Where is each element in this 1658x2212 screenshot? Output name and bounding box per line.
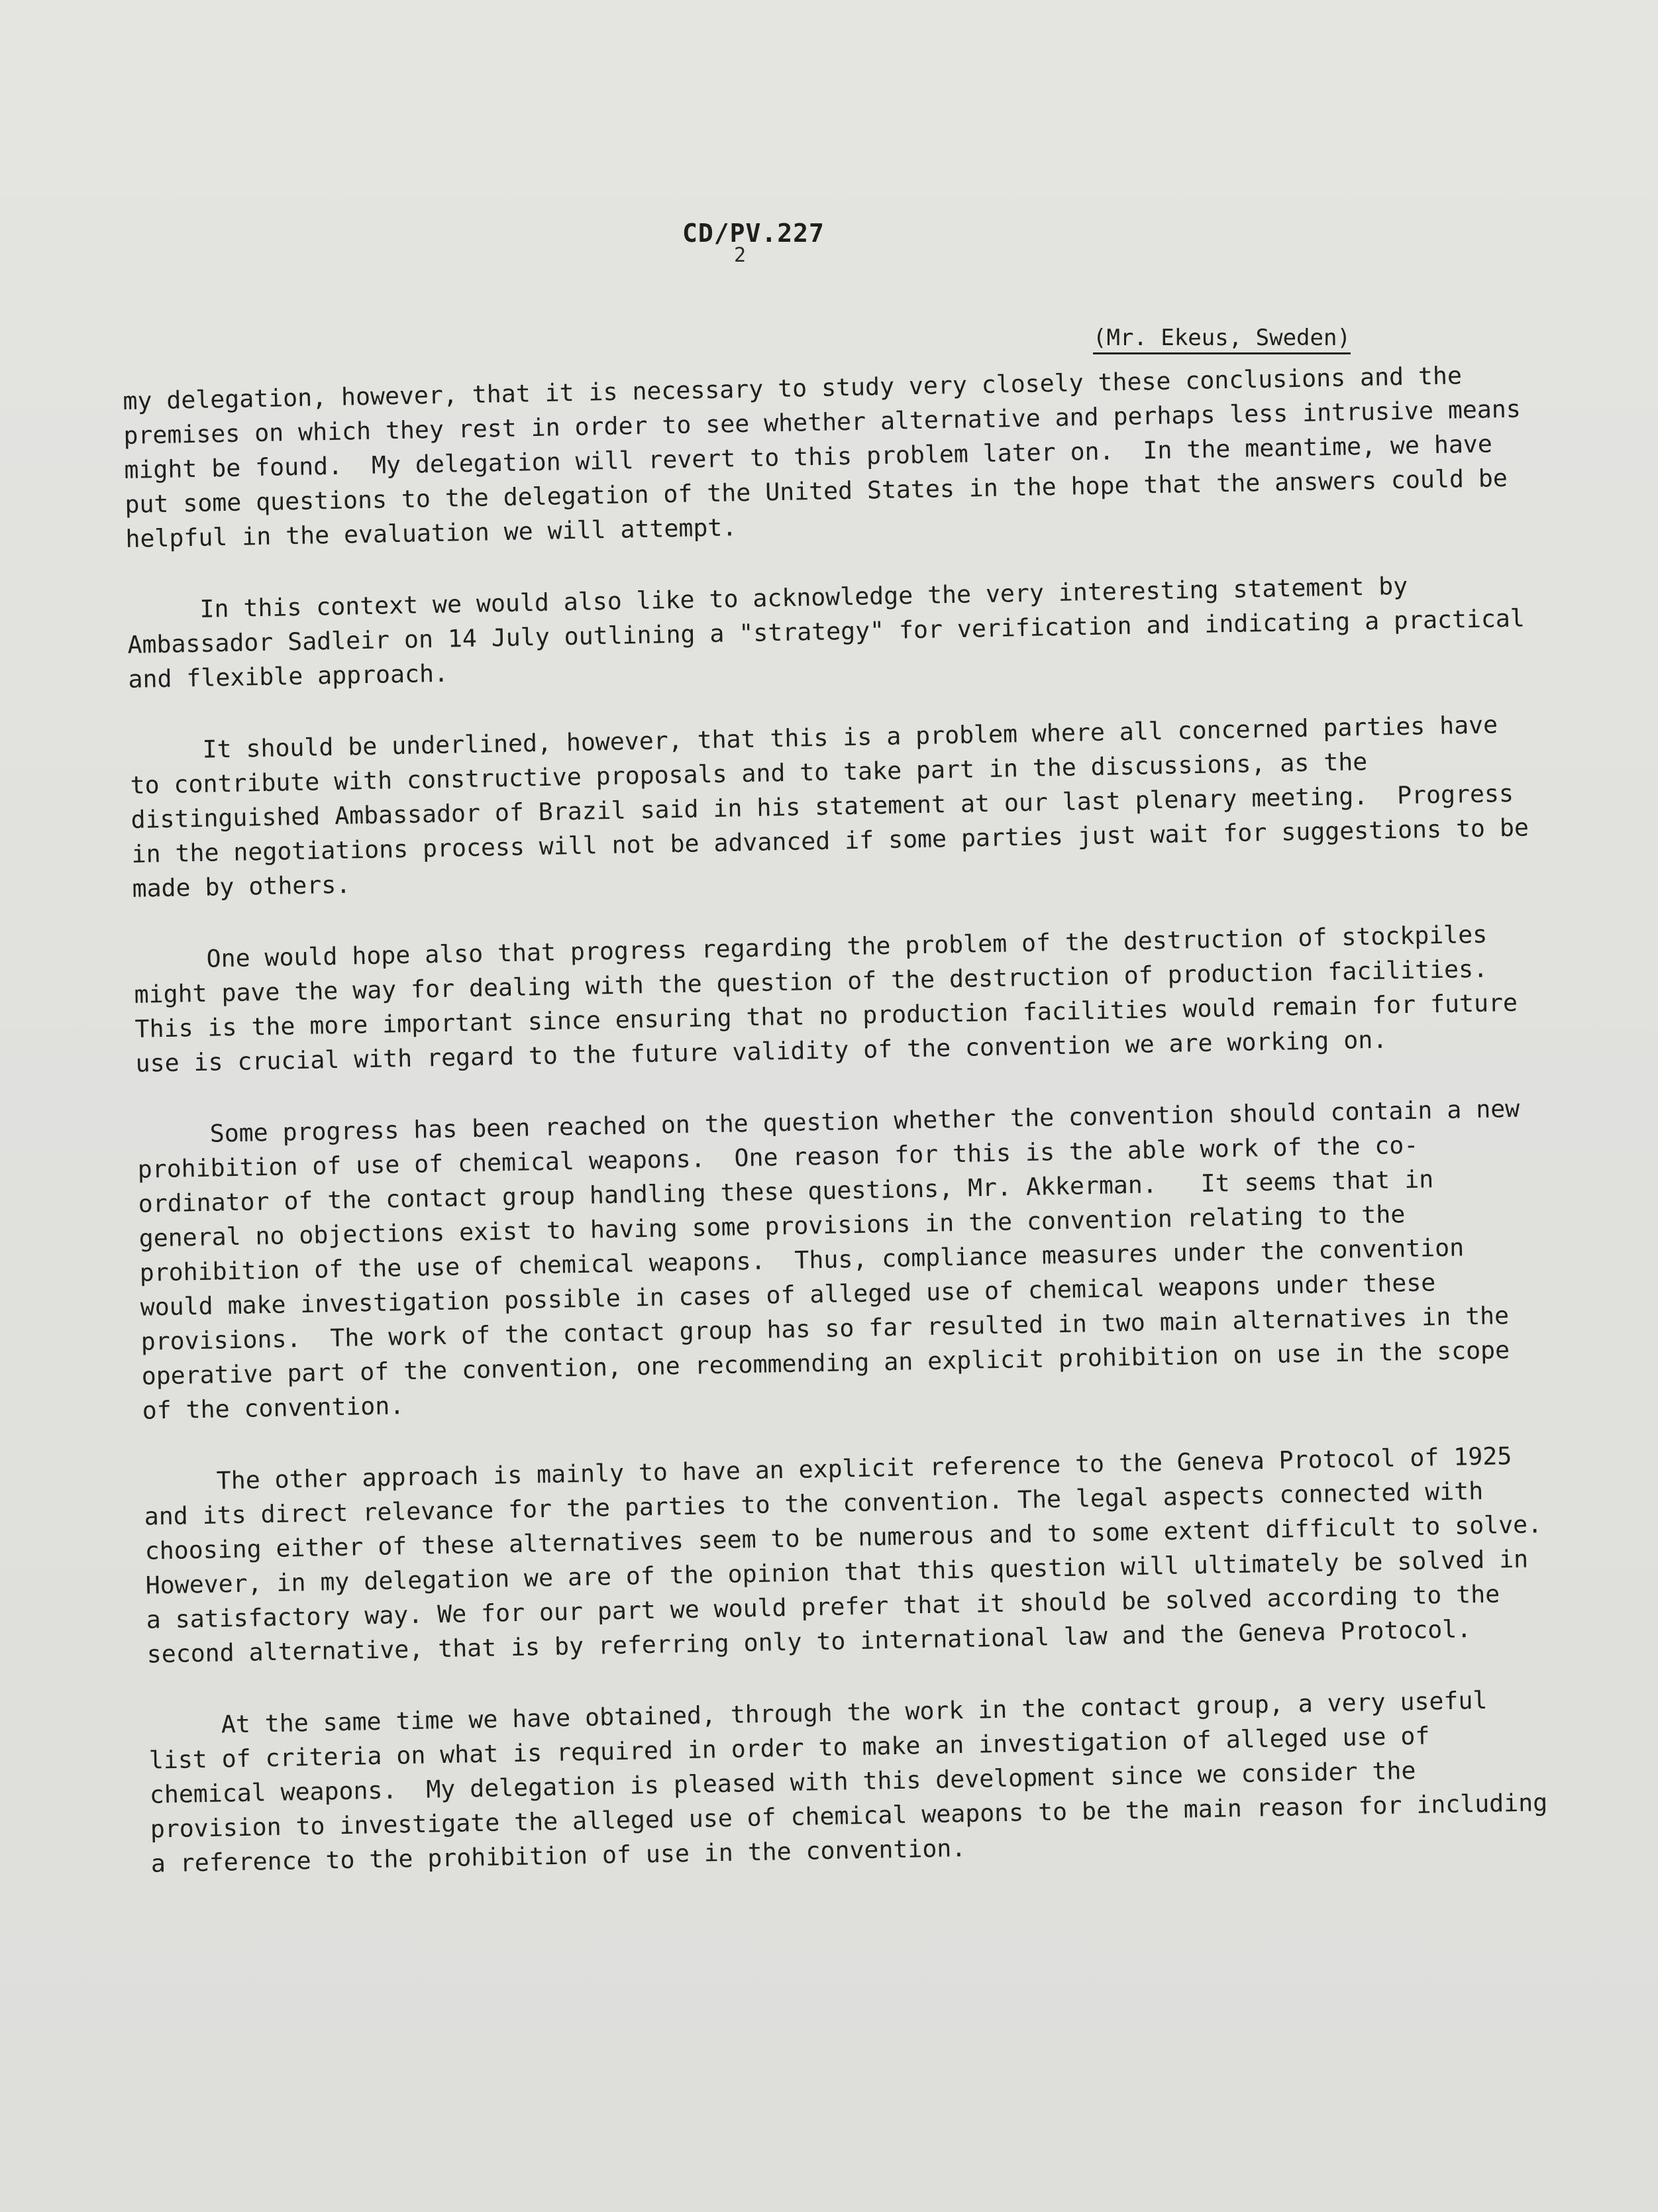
- paragraph: One would hope also that progress regarding the problem of the destruction of stockpiles might pave the way for dealing with the question of the destruction of production facilities. This is the more important since ensuring that no production facilities would remain for future use is crucial with regard to the future validity of the convention we are working on.: [134, 920, 1533, 1078]
- paragraph-continuation: my delegation, however, that it is necessary to study very closely these conclusions and the premises on which they rest in order to see whether alternative and perhaps less intrusive means might be found. My delegation will revert to this problem later on. In the meantime, we have put some questions to the delegation of the United States in the hope that the answers could be helpful in the evaluation we will attempt.: [123, 360, 1536, 553]
- document-body: [123, 357, 1572, 1918]
- document-id: CD/PV.227: [682, 219, 825, 248]
- paragraph: It should be underlined, however, that this is a problem where all concerned parties have to contribute with constructive proposals and to take part in the discussions, as the distinguished Ambassador of Brazil said in his statement at our last plenary meeting. Progress in the negotiations process will not be advanced if some parties just wait for suggestions to be made by others.: [130, 710, 1544, 903]
- page-number: 2: [734, 244, 747, 267]
- paragraph: In this context we would also like to acknowledge the very interesting statement by Ambassador Sadleir on 14 July outlining a "strategy" for verification and indicating a practical and flexible approach.: [127, 571, 1540, 694]
- speaker-attribution: (Mr. Ekeus, Sweden): [1093, 325, 1351, 354]
- paragraph: At the same time we have obtained, through the work in the contact group, a very useful list of criteria on what is required in order to make an investigation of alleged use of chemical weapons. My delegation is pleased with this development since we consider the provision to investigate the alleged use of chemical weapons to be the main reason for including a reference to the prohibition of use in the convention.: [148, 1685, 1563, 1878]
- paragraph: Some progress has been reached on the question whether the convention should contain a new prohibition of use of chemical weapons. One reason for this is the able work of the co-ordinator of the contact group handling these questions, Mr. Akkerman. It seems that in general no objections exist to having some provisions in the convention relating to the prohibition of the use of chemical weapons. Thus, compliance measures under the convention would make investigation possible in cases of alleged use of chemical weapons under these provisions. The work of the contact group has so far resulted in two main alternatives in the operative part of the convention, one recommending an explicit prohibition on use in the scope of the convention.: [137, 1094, 1535, 1425]
- paragraph: The other approach is mainly to have an explicit reference to the Geneva Protocol of 1925 and its direct relevance for the parties to the convention. The legal aspects connected with choosing either of these alternatives seem to be numerous and to some extent difficult to solve. However, in my delegation we are of the opinion that this question will ultimately be solved in a satisfactory way. We for our part we would prefer that it should be solved according to the second alternative, that is by referring only to international law and the Geneva Protocol.: [144, 1441, 1572, 1669]
